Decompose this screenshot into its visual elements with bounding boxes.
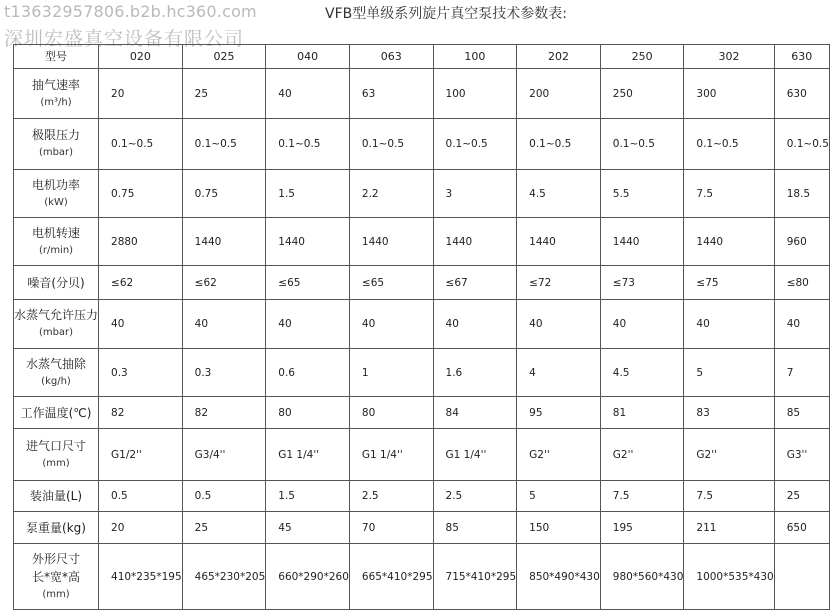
table-cell: 4.5 bbox=[517, 170, 601, 218]
row-label bbox=[14, 512, 99, 544]
table-cell: 4.5 bbox=[600, 349, 684, 397]
table-cell: 0.5 bbox=[99, 481, 183, 512]
table-cell: 0.5 bbox=[182, 481, 266, 512]
table-cell: G2'' bbox=[600, 429, 684, 481]
table-cell: 1440 bbox=[266, 218, 350, 266]
table-cell: 0.1~0.5 bbox=[266, 119, 350, 170]
table-cell: 1440 bbox=[182, 218, 266, 266]
table-cell: 40 bbox=[774, 300, 829, 349]
row-label bbox=[14, 69, 99, 119]
table-cell: 200 bbox=[517, 69, 601, 119]
table-cell: ≤62 bbox=[182, 266, 266, 300]
table-cell: 0.1~0.5 bbox=[349, 119, 433, 170]
table-cell: 465*230*205 bbox=[182, 544, 266, 610]
table-cell: 0.75 bbox=[99, 170, 183, 218]
table-cell: 1440 bbox=[600, 218, 684, 266]
table-cell: 660*290*260 bbox=[266, 544, 350, 610]
table-row bbox=[14, 300, 830, 349]
row-label-text: 工作温度(℃) bbox=[20, 405, 92, 420]
table-cell: 0.1~0.5 bbox=[182, 119, 266, 170]
table-cell: 063 bbox=[349, 45, 433, 69]
table-cell: G1/2'' bbox=[99, 429, 183, 481]
table-row bbox=[14, 349, 830, 397]
table-cell: 0.1~0.5 bbox=[99, 119, 183, 170]
row-label-text-2: 长*宽*高 bbox=[32, 569, 81, 584]
table-cell: 0.6 bbox=[266, 349, 350, 397]
table-cell: 81 bbox=[600, 397, 684, 429]
table-cell: 410*235*195 bbox=[99, 544, 183, 610]
table-cell: 250 bbox=[600, 45, 684, 69]
table-cell: 1440 bbox=[349, 218, 433, 266]
table-cell: 82 bbox=[99, 397, 183, 429]
table-cell: ≤75 bbox=[684, 266, 774, 300]
row-label-text: 噪音(分贝) bbox=[27, 275, 85, 290]
table-cell: ≤62 bbox=[99, 266, 183, 300]
table-cell: 40 bbox=[99, 300, 183, 349]
table-row bbox=[14, 512, 830, 544]
table-cell: 40 bbox=[266, 300, 350, 349]
table-cell: 960 bbox=[774, 218, 829, 266]
table-cell: G2'' bbox=[684, 429, 774, 481]
row-label bbox=[14, 218, 99, 266]
table-cell: 665*410*295 bbox=[349, 544, 433, 610]
watermark-url: t13632957806.b2b.hc360.com bbox=[4, 2, 257, 21]
table-cell: 1.5 bbox=[266, 170, 350, 218]
table-cell: ≤72 bbox=[517, 266, 601, 300]
row-label bbox=[14, 45, 99, 69]
table-cell: 80 bbox=[266, 397, 350, 429]
table-cell: 715*410*295 bbox=[433, 544, 517, 610]
table-cell: 70 bbox=[349, 512, 433, 544]
table-cell: 83 bbox=[684, 397, 774, 429]
row-label-text: 水蒸气允许压力 bbox=[14, 308, 99, 322]
table-cell: ≤67 bbox=[433, 266, 517, 300]
table-cell: 0.1~0.5 bbox=[600, 119, 684, 170]
table-cell: 1000*535*430 bbox=[684, 544, 774, 610]
table-cell: 650 bbox=[774, 512, 829, 544]
table-cell: 40 bbox=[684, 300, 774, 349]
watermark-company: 深圳宏盛真空设备有限公司 bbox=[4, 28, 245, 50]
table-cell: 1440 bbox=[433, 218, 517, 266]
row-unit: (kg/h) bbox=[41, 375, 71, 387]
table-cell: G1 1/4'' bbox=[433, 429, 517, 481]
row-unit: (kW) bbox=[44, 196, 68, 208]
table-cell: 40 bbox=[600, 300, 684, 349]
table-row bbox=[14, 544, 830, 610]
table-cell: 630 bbox=[774, 69, 829, 119]
table-cell: G1 1/4'' bbox=[349, 429, 433, 481]
table-cell: 195 bbox=[600, 512, 684, 544]
table-cell: G3'' bbox=[774, 429, 829, 481]
table-row bbox=[14, 119, 830, 170]
table-cell: 2880 bbox=[99, 218, 183, 266]
table-cell: 85 bbox=[774, 397, 829, 429]
table-cell: 40 bbox=[433, 300, 517, 349]
table-cell: 5 bbox=[684, 349, 774, 397]
table-cell: 630 bbox=[774, 45, 829, 69]
table-cell: ≤65 bbox=[349, 266, 433, 300]
table-row bbox=[14, 266, 830, 300]
table-cell: 20 bbox=[99, 512, 183, 544]
table-row bbox=[14, 170, 830, 218]
table-header-row bbox=[14, 45, 830, 69]
table-row bbox=[14, 69, 830, 119]
table-cell: 7.5 bbox=[600, 481, 684, 512]
table-cell: 25 bbox=[182, 512, 266, 544]
row-label-text: 电机功率 bbox=[32, 177, 81, 192]
table-cell: 20 bbox=[99, 69, 183, 119]
table-cell: 5.5 bbox=[600, 170, 684, 218]
table-cell: 4 bbox=[517, 349, 601, 397]
row-label bbox=[14, 544, 99, 610]
table-cell: 020 bbox=[99, 45, 183, 69]
row-unit: (mm) bbox=[42, 457, 70, 469]
row-label-text: 电机转速 bbox=[32, 225, 81, 240]
table-cell: 95 bbox=[517, 397, 601, 429]
row-label-text: 极限压力 bbox=[32, 128, 81, 142]
table-cell: 7 bbox=[774, 349, 829, 397]
row-label bbox=[14, 266, 99, 300]
row-label-text: 抽气速率 bbox=[32, 77, 81, 92]
table-cell: ≤65 bbox=[266, 266, 350, 300]
table-row bbox=[14, 429, 830, 481]
table-cell: 250 bbox=[600, 69, 684, 119]
table-cell: 40 bbox=[266, 69, 350, 119]
table-cell: 0.3 bbox=[182, 349, 266, 397]
row-label bbox=[14, 429, 99, 481]
row-label-text: 外形尺寸 bbox=[32, 551, 81, 566]
table-row bbox=[14, 218, 830, 266]
row-unit: (m³/h) bbox=[40, 96, 72, 108]
row-label bbox=[14, 170, 99, 218]
table-cell: 40 bbox=[517, 300, 601, 349]
table-cell: 150 bbox=[517, 512, 601, 544]
table-cell: 0.75 bbox=[182, 170, 266, 218]
table-row bbox=[14, 397, 830, 429]
row-label bbox=[14, 349, 99, 397]
table-cell: ≤80 bbox=[774, 266, 829, 300]
table-cell: 300 bbox=[684, 69, 774, 119]
table-cell: 40 bbox=[349, 300, 433, 349]
table-row bbox=[14, 481, 830, 512]
table-cell: 1440 bbox=[684, 218, 774, 266]
table-cell: 25 bbox=[182, 69, 266, 119]
row-unit: (r/min) bbox=[38, 244, 74, 256]
row-label-text: 泵重量(kg) bbox=[26, 520, 86, 535]
table-cell: 25 bbox=[774, 481, 829, 512]
table-cell: 980*560*430 bbox=[600, 544, 684, 610]
table-cell: 100 bbox=[433, 69, 517, 119]
table-cell: 0.1~0.5 bbox=[433, 119, 517, 170]
table-cell: G3/4'' bbox=[182, 429, 266, 481]
row-unit: (mbar) bbox=[38, 147, 74, 158]
table-cell: 85 bbox=[433, 512, 517, 544]
table-cell: 202 bbox=[517, 45, 601, 69]
spec-table bbox=[13, 44, 830, 610]
table-cell bbox=[774, 544, 829, 610]
table-cell: 7.5 bbox=[684, 481, 774, 512]
table-cell: 63 bbox=[349, 69, 433, 119]
table-cell: G2'' bbox=[517, 429, 601, 481]
row-unit: (mbar) bbox=[38, 327, 74, 338]
table-cell: 5 bbox=[517, 481, 601, 512]
row-label-text: 进气口尺寸 bbox=[26, 438, 87, 453]
table-cell: 80 bbox=[349, 397, 433, 429]
row-label-text: 水蒸气抽除 bbox=[26, 356, 87, 371]
table-cell: 18.5 bbox=[774, 170, 829, 218]
table-cell: 025 bbox=[182, 45, 266, 69]
row-label bbox=[14, 119, 99, 170]
row-label bbox=[14, 481, 99, 512]
table-cell: 0.1~0.5 bbox=[517, 119, 601, 170]
table-cell: 1.5 bbox=[266, 481, 350, 512]
row-label bbox=[14, 300, 99, 349]
table-cell: 0.1~0.5 bbox=[684, 119, 774, 170]
table-cell: 40 bbox=[182, 300, 266, 349]
table-cell: 0.3 bbox=[99, 349, 183, 397]
table-cell: 100 bbox=[433, 45, 517, 69]
row-label-text: 装油量(L) bbox=[29, 489, 83, 503]
table-cell: 040 bbox=[266, 45, 350, 69]
table-cell: 850*490*430 bbox=[517, 544, 601, 610]
table-cell: 45 bbox=[266, 512, 350, 544]
table-cell: 211 bbox=[684, 512, 774, 544]
table-cell: 1 bbox=[349, 349, 433, 397]
table-cell: 82 bbox=[182, 397, 266, 429]
table-cell: 2.2 bbox=[349, 170, 433, 218]
table-cell: 1440 bbox=[517, 218, 601, 266]
table-cell: ≤73 bbox=[600, 266, 684, 300]
table-cell: 302 bbox=[684, 45, 774, 69]
table-cell: 3 bbox=[433, 170, 517, 218]
table-cell: 7.5 bbox=[684, 170, 774, 218]
table-cell: 0.1~0.5 bbox=[774, 119, 829, 170]
table-cell: 1.6 bbox=[433, 349, 517, 397]
table-cell: G1 1/4'' bbox=[266, 429, 350, 481]
row-label-text: 型号 bbox=[45, 49, 67, 63]
row-unit: (mm) bbox=[42, 588, 70, 600]
page-title: VFB型单级系列旋片真空泵技术参数表: bbox=[325, 6, 567, 22]
table-cell: 2.5 bbox=[433, 481, 517, 512]
table-cell: 2.5 bbox=[349, 481, 433, 512]
table-cell: 84 bbox=[433, 397, 517, 429]
row-label bbox=[14, 397, 99, 429]
